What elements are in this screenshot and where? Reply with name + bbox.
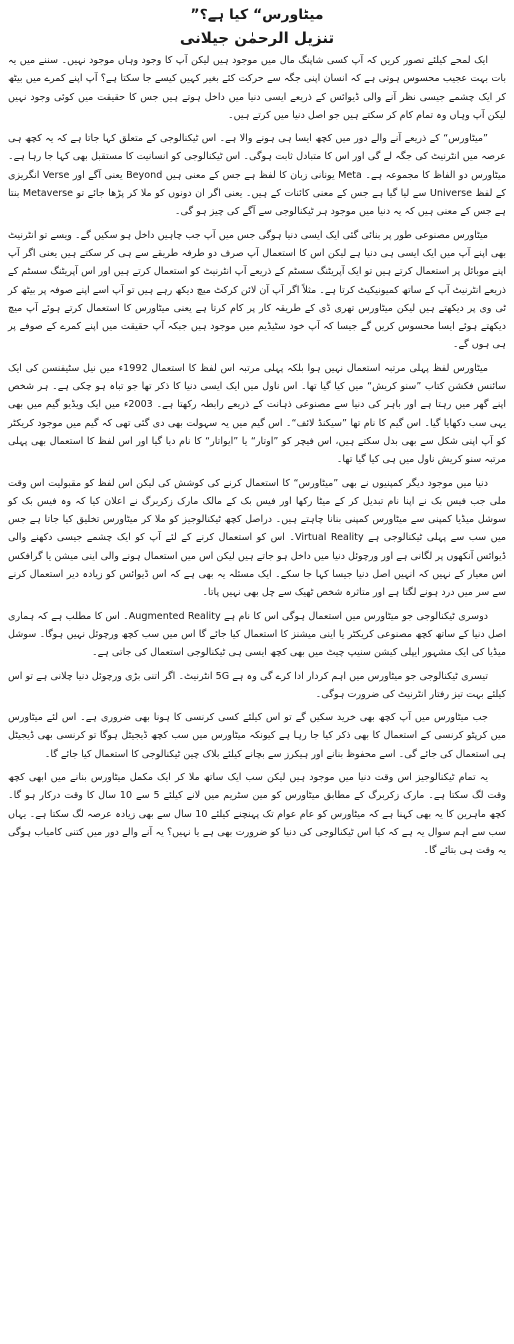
article-body [8, 52, 506, 860]
paragraph: یہ تمام ٹیکنالوجیز اس وقت دنیا میں موجود ہیں لیکن سب ایک ساتھ ملا کر ایک مکمل میٹاورس بنانے میں ابھی کچھ وقت لگ سکتا ہے۔ مارک زکربرگ کے مطابق میٹاورس کو مین سٹریم میں لانے کیلئے 5 سے 10 سال کا وقت درکار ہو گا۔ کچھ ماہرین کا یہ بھی کہنا ہے کہ میٹاورس کو عام عوام تک پہنچنے کیلئے 10 سال سے بھی زیادہ عرصہ لگ سکتا ہے۔ یہاں سب سے اہم سوال یہ ہے کہ کیا اس ٹیکنالوجی کی دنیا کو ضرورت بھی ہے یا نہیں؟ یہ آنے والے دور میں کتنی کامیاب ہوگی یہ وقت ہی بتائے گا۔ [8, 771, 506, 857]
paragraph: میٹاورس لفظ پہلی مرتبہ استعمال نہیں ہوا بلکہ پہلی مرتبہ اس لفظ کا استعمال 1992ء میں نیل سٹیفنسن کی ایک سائنس فکشن کتاب ”سنو کریش“ میں کیا گیا تھا۔ اس ناول میں ایک ایسی دنیا کا ذکر تھا جو تباہ ہو چکی ہے۔ ہر شخص اپنے گھر میں رہتا ہے اور باہر کی دنیا سے مصنوعی ذہانت کے ذریعے رابطہ رکھتا ہے۔ 2003ء میں ایک ویڈیو گیم میں بھی یہی سب دکھایا گیا۔ اس گیم کا نام تھا ”سیکنڈ لائف“۔ اس گیم میں یہ سہولت بھی دی گئی تھی کہ گیم میں موجود کریکٹر کو آپ اپنی شکل سے بھی بدل سکتے ہیں، اس فیچر کو ”اوتار“ یا ”ایواتار“ کا نام دیا گیا اور اس لفظ کا استعمال بھی پہلی مرتبہ سنو کریش ناول میں ہی کیا گیا تھا۔ [8, 362, 506, 466]
paragraph: دنیا میں موجود دیگر کمپنیوں نے بھی ”میٹاورس“ کا استعمال کرنے کی کوشش کی لیکن اس لفظ کو مقبولیت اس وقت ملی جب فیس بک نے اپنا نام تبدیل کر کے میٹا رکھا اور فیس بک کے مالک مارک زکربرگ نے اعلان کیا کہ وہ فیس بک کو سوشل میڈیا کمپنی سے میٹاورس کمپنی بنانا چاہتے ہیں۔ دراصل کچھ ٹیکنالوجیز کو ملا کر میٹاورس تخلیق کیا جاتا ہے جس میں سب سے پہلی ٹیکنالوجی ہے Virtual Reality۔ اس کو استعمال کرنے کے لئے آپ کو ایک چشمے جیسی دکھنے والی ڈیوائس آنکھوں پر لگانی ہے اور ورچوئل دنیا میں داخل ہو جاتے ہیں لیکن اس میں استعمال ہونے والی اینی میشن یا گرافکس اس معیار کے نہیں کہ انہیں اصل دنیا جیسا کہا جا سکے۔ ایک مسئلہ یہ بھی ہے کہ اس ڈیوائس کو زیادہ دیر استعمال کرنے سے سر میں درد ہونے لگتا ہے اور متاثرہ شخص ٹھیک سے چل بھی نہیں پاتا۔ [8, 477, 506, 599]
article-author: تنزیل الرحمٰن جیلانی [179, 29, 335, 47]
paragraph: تیسری ٹیکنالوجی جو میٹاورس میں اہم کردار ادا کرے گی وہ ہے 5G انٹرنیٹ۔ اگر اتنی بڑی ورچوئل دنیا چلانی ہے تو اس کیلئے بہت تیز رفتار انٹرنیٹ کی ضرورت ہوگی۔ [8, 670, 506, 700]
paragraph: میٹاورس مصنوعی طور پر بنائی گئی ایک ایسی دنیا ہوگی جس میں آپ جب چاہیں داخل ہو سکیں گے۔ ویسے تو انٹرنیٹ بھی اپنے آپ میں ایک ایسی ہی دنیا ہے لیکن اس کا استعمال آپ صرف دو طرفہ طریقے سے ہی کر سکتے ہیں یعنی اگر آپ اپنے موبائل پر استعمال کرتے ہیں تو ایک آپریٹنگ سسٹم کے ذریعے آپ انٹرنیٹ کو استعمال کرتے ہیں اور اس آپریٹنگ سسٹم کے ذریعے انٹرنیٹ آپ کے ساتھ کمیونیکیٹ کرتا ہے۔ مثلاً اگر آپ آن لائن کرکٹ میچ دیکھ رہے ہیں تو آپ اسے اپنے صوفہ پر بیٹھ کر ٹی وی پر دیکھتے ہیں لیکن میٹاورس تھری ڈی کے طریقہ کار پر کام کرتا ہے یعنی میٹاورس کا استعمال کرتے ہوئے آپ میچ دیکھتے ہوئے ایسا محسوس کریں گے جیسا کہ آپ خود سٹیڈیم میں موجود ہیں جبکہ آپ حقیقت میں اپنے کمرے کے صوفے پر ہی ہوں گے۔ [8, 229, 506, 351]
paragraph: ”میٹاورس“ کے ذریعے آنے والے دور میں کچھ ایسا ہی ہونے والا ہے۔ اس ٹیکنالوجی کے متعلق کہا جاتا ہے کہ یہ کچھ ہی عرصہ میں انٹرنیٹ کی جگہ لے گی اور اس کا متبادل ثابت ہوگی۔ اس ٹیکنالوجی کو انسانیت کا مستقبل بھی کہا جا رہا ہے۔ میٹاورس دو الفاظ کا مجموعہ ہے۔ Meta یونانی زبان کا لفظ ہے جس کے معنی ہیں Beyond یعنی آگے اور Verse انگریزی کے لفظ Universe سے لیا گیا ہے جس کے معنی کائنات کے ہیں۔ یعنی اگر ان دونوں کو ملا کر پڑھا جائے تو Metaverse بنتا ہے جس کے معنی ہیں کہ یہ دنیا میں موجود ہر ٹیکنالوجی سے آگے کی چیز ہو گی۔ [8, 133, 507, 218]
paragraph: ایک لمحے کیلئے تصور کریں کہ آپ کسی شاپنگ مال میں موجود ہیں لیکن آپ کا وجود وہاں موجود نہیں۔ سننے میں یہ بات بہت عجیب محسوس ہوتی ہے کہ انسان اپنی جگہ سے حرکت کئے بغیر کہیں کیسے جا سکتا ہے؟ آپ اپنے کمرے میں بیٹھ کر ایک چشمے جیسی نظر آنے والی ڈیوائس کے ذریعے ایسی دنیا میں داخل ہوتے ہیں جس کا حقیقت میں کوئی وجود نہیں لیکن آپ وہاں وہ تمام کام کر سکتے ہیں جو اصل دنیا میں کرتے ہیں۔ [8, 55, 506, 121]
article-title: ”میٹاورس“ کیا ہے؟ [190, 7, 324, 23]
paragraph: دوسری ٹیکنالوجی جو میٹاورس میں استعمال ہوگی اس کا نام ہے Augmented Reality۔ اس کا مطلب ہے کہ ہماری اصل دنیا کے ساتھ کچھ مصنوعی کریکٹر یا اینی میشنز کا استعمال کیا جائے گا اس میں سب کچھ ورچوئل نہیں ہوگا۔ سوشل میڈیا کی ایک مشہور ایپلی کیشن سنیپ چیٹ میں بھی کچھ ایسی ہی ٹیکنالوجی استعمال کی جاتی ہے۔ [8, 610, 506, 659]
paragraph: جب میٹاورس میں آپ کچھ بھی خرید سکیں گے تو اس کیلئے کسی کرنسی کا ہونا بھی ضروری ہے۔ اس لئے میٹاورس میں کرپٹو کرنسی کے استعمال کا بھی ذکر کیا جا رہا ہے کیونکہ میٹاورس میں سب کچھ ڈیجیٹل ہوگا تو کرنسی بھی ڈیجیٹل ہی استعمال کی جائے گی۔ اسے محفوظ بنانے اور ہیکرز سے بچانے کیلئے بلاک چین ٹیکنالوجی کا استعمال کیا جائے گا۔ [8, 712, 506, 760]
